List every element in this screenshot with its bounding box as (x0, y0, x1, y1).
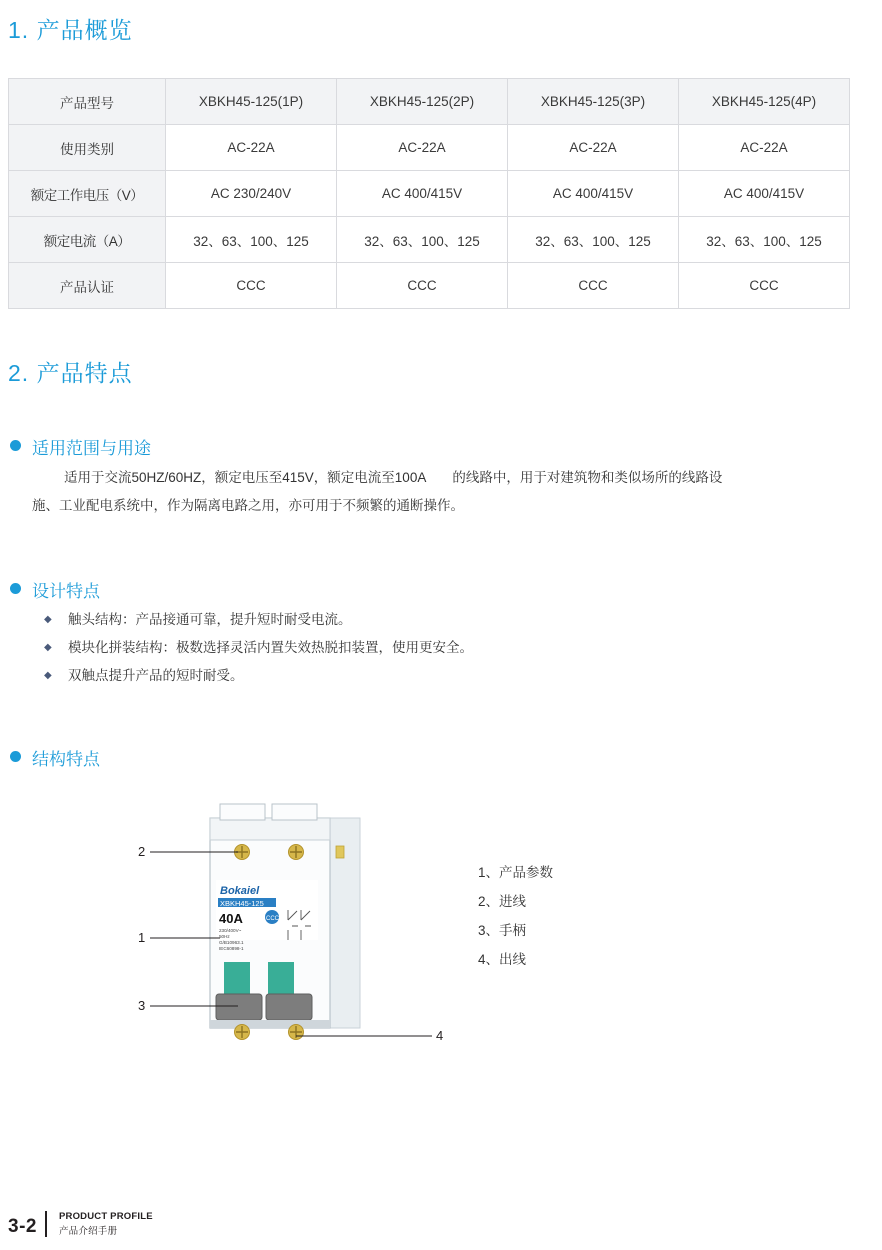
list-item-label: 双触点提升产品的短时耐受。 (68, 668, 244, 683)
structure-diagram (120, 790, 540, 1060)
list-item-label: 模块化拼装结构：极数选择灵活内置失效热脱扣装置，使用更安全。 (68, 640, 473, 655)
table-cell: AC 400/415V (679, 171, 850, 217)
bullet-dot-icon (10, 583, 21, 594)
list-item (40, 634, 473, 662)
breaker-illustration (210, 804, 360, 1040)
scope-text-part2: 的线路中，用于对建筑物和类似场所的线路设 (452, 470, 723, 485)
callout-3: 3 (138, 998, 146, 1013)
row-label: 产品认证 (9, 263, 166, 309)
svg-text:50Hz: 50Hz (219, 934, 230, 939)
table-row (9, 79, 850, 125)
svg-text:IEC60898-1: IEC60898-1 (219, 946, 244, 951)
footer-page-number: 3-2 (8, 1216, 37, 1237)
footer-title-cn: 产品介绍手册 (58, 1226, 118, 1237)
table-cell: XBKH45-125(1P) (166, 79, 337, 125)
table-cell: AC 230/240V (166, 171, 337, 217)
svg-text:XBKH45-125: XBKH45-125 (220, 899, 264, 908)
list-item-label: 触头结构：产品接通可靠，提升短时耐受电流。 (68, 612, 352, 627)
svg-text:Bokaiel: Bokaiel (220, 885, 260, 897)
footer-divider (45, 1211, 47, 1237)
svg-text:230/400V~: 230/400V~ (219, 928, 242, 933)
callout-2: 2 (138, 844, 146, 859)
table-cell: AC-22A (166, 125, 337, 171)
table-cell: AC 400/415V (337, 171, 508, 217)
table-row (9, 263, 850, 309)
table-cell: 32、63、100、125 (679, 217, 850, 263)
row-label: 使用类别 (9, 125, 166, 171)
product-overview-table (8, 78, 850, 309)
table-cell: AC-22A (508, 125, 679, 171)
table-cell: CCC (679, 263, 850, 309)
table-row (9, 125, 850, 171)
table-cell: CCC (337, 263, 508, 309)
scope-text-line2: 施、工业配电系统中，作为隔离电路之用，亦可用于不频繁的通断操作。 (32, 498, 464, 513)
table-cell: CCC (508, 263, 679, 309)
svg-text:40A: 40A (219, 911, 243, 926)
legend-item: 2、进线 (478, 894, 527, 909)
table-cell: 32、63、100、125 (337, 217, 508, 263)
design-feature-list (40, 606, 473, 690)
table-cell: AC 400/415V (508, 171, 679, 217)
list-item (40, 606, 473, 634)
feature-heading-design: 设计特点 (32, 582, 100, 601)
legend-item: 1、产品参数 (478, 865, 554, 880)
feature-heading-structure: 结构特点 (32, 750, 100, 769)
row-label: 额定电流（A） (9, 217, 166, 263)
table-row (9, 171, 850, 217)
page-footer (8, 1210, 153, 1238)
table-cell: AC-22A (679, 125, 850, 171)
legend-item: 4、出线 (478, 952, 527, 967)
bullet-dot-icon (10, 440, 21, 451)
table-row (9, 217, 850, 263)
footer-title-en: PRODUCT PROFILE (58, 1211, 153, 1222)
table-cell: 32、63、100、125 (166, 217, 337, 263)
row-label: 额定工作电压（V） (9, 171, 166, 217)
table-cell: XBKH45-125(3P) (508, 79, 679, 125)
spec-table-wrapper (8, 78, 850, 309)
feature-heading-scope: 适用范围与用途 (32, 439, 151, 458)
feature-paragraph-scope (32, 464, 832, 520)
callout-4: 4 (436, 1028, 444, 1043)
table-cell: 32、63、100、125 (508, 217, 679, 263)
table-cell: XBKH45-125(2P) (337, 79, 508, 125)
table-cell: XBKH45-125(4P) (679, 79, 850, 125)
row-label: 产品型号 (9, 79, 166, 125)
structure-legend (478, 858, 553, 974)
list-item (40, 662, 473, 690)
scope-text-part1: 适用于交流50HZ/60HZ，额定电压至415V，额定电流至100A (64, 470, 427, 485)
section-title-overview: 1. 产品概览 (8, 17, 133, 43)
table-cell: AC-22A (337, 125, 508, 171)
svg-text:G/B10963.1: G/B10963.1 (219, 940, 244, 945)
svg-text:CCC: CCC (266, 916, 279, 922)
section-title-features: 2. 产品特点 (8, 360, 133, 386)
table-cell: CCC (166, 263, 337, 309)
footer-text-group (59, 1210, 153, 1238)
legend-item: 3、手柄 (478, 923, 527, 938)
bullet-dot-icon (10, 751, 21, 762)
callout-1: 1 (138, 930, 146, 945)
